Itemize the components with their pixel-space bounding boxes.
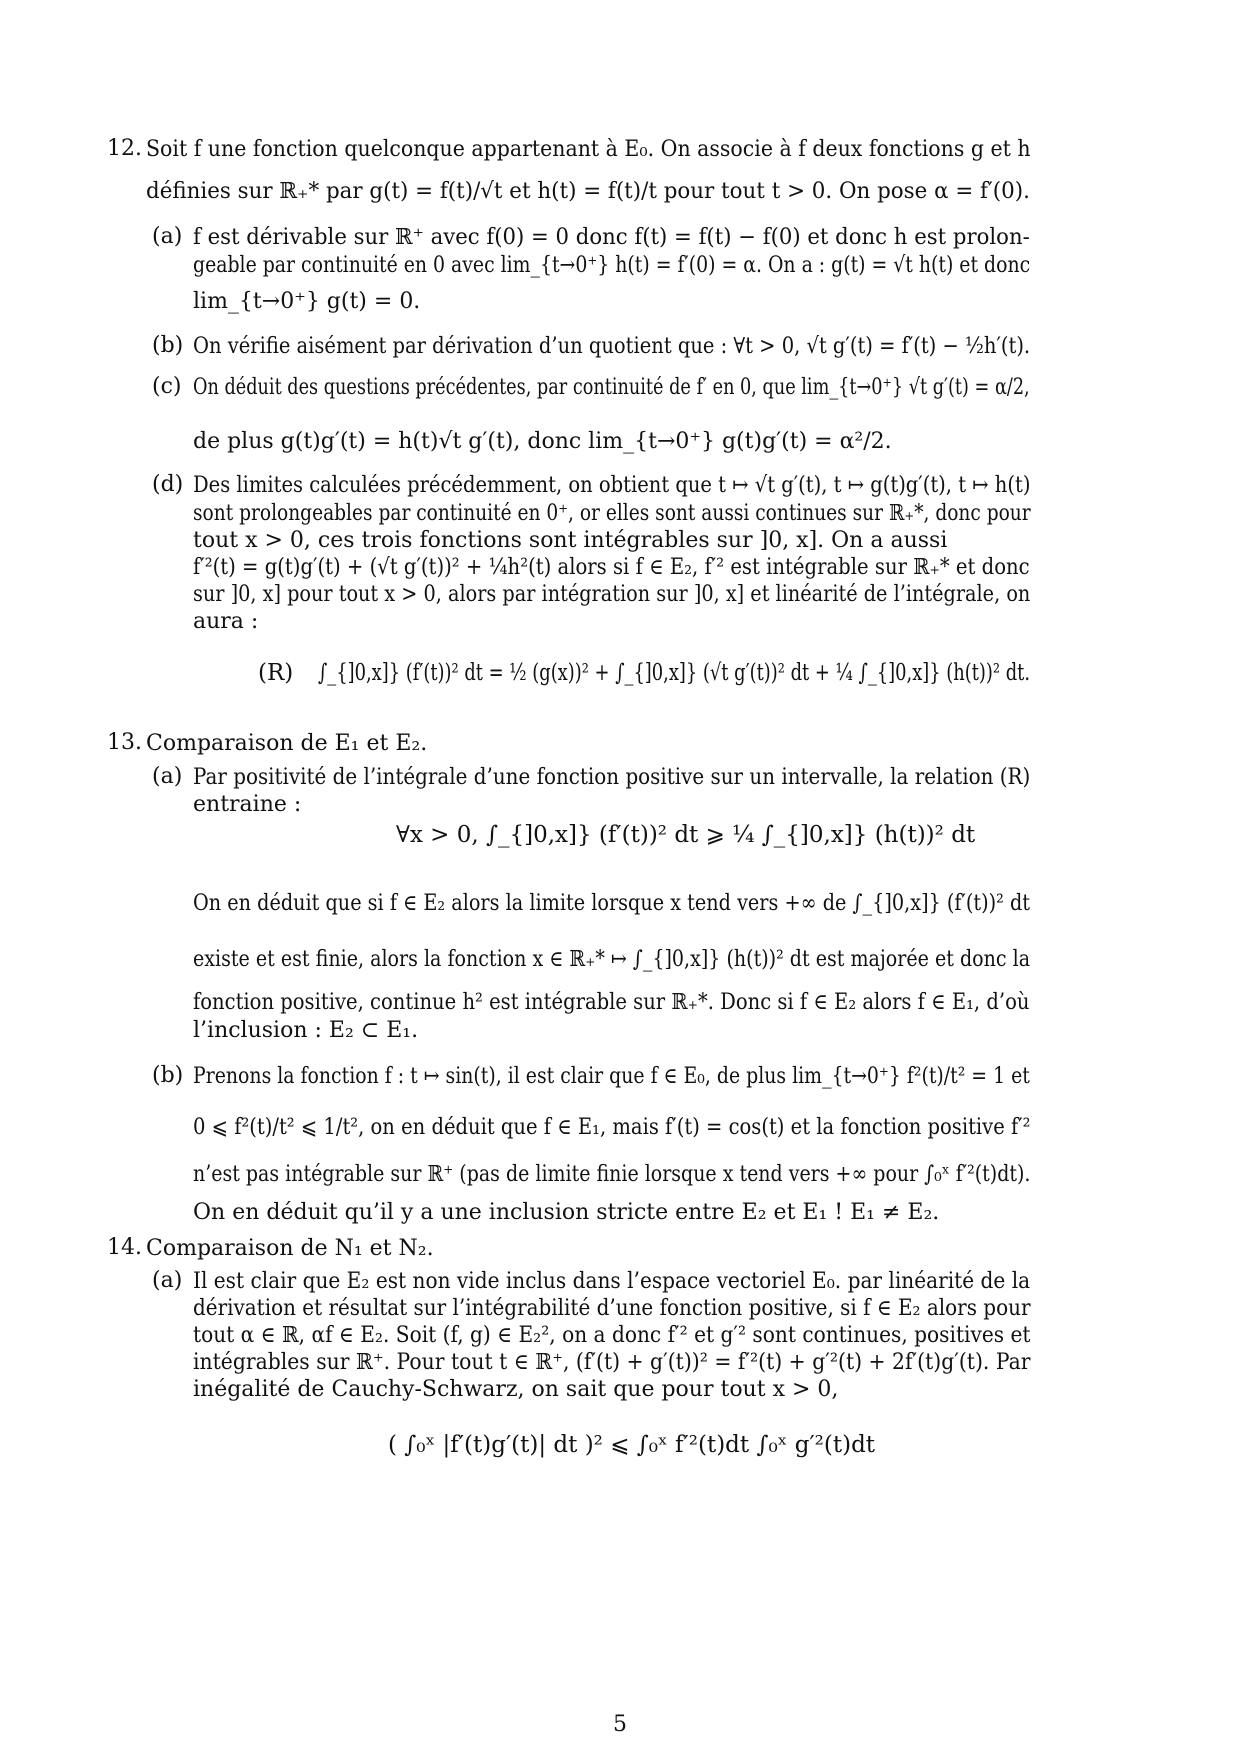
paragraph-line: l’inclusion : E₂ ⊂ E₁.: [193, 1018, 419, 1043]
paragraph-line: 0 ⩽ f²(t)/t² ⩽ 1/t², on en déduit que f ∈ E₁, mais f′(t) = cos(t) et la fonction positive f′²: [193, 1115, 1031, 1140]
paragraph-line: tout x > 0, ces trois fonctions sont intégrables sur ]0, x]. On a aussi: [193, 528, 948, 553]
question-title: Comparaison de N₁ et N₂.: [146, 1236, 434, 1261]
display-equation: ( ∫₀ˣ |f′(t)g′(t)| dt )² ⩽ ∫₀ˣ f′²(t)dt ∫₀ˣ g′²(t)dt: [388, 1432, 876, 1458]
paragraph-line: f′²(t) = g(t)g′(t) + (√t g′(t))² + ¼h²(t) alors si f ∈ E₂, f′² est intégrable sur ℝ₊* et donc: [193, 555, 1030, 580]
subquestion-label: (a): [152, 1268, 183, 1293]
paragraph-line: entraine :: [193, 792, 302, 817]
paragraph-line: inégalité de Cauchy-Schwarz, on sait que pour tout x > 0,: [193, 1377, 839, 1402]
paragraph-line: Soit f une fonction quelconque appartenant à E₀. On associe à f deux fonctions g et h: [146, 137, 1031, 162]
paragraph-line: f est dérivable sur ℝ⁺ avec f(0) = 0 donc f(t) = f(t) − f(0) et donc h est prolon-: [193, 225, 1030, 250]
paragraph-line: Prenons la fonction f : t ↦ sin(t), il est clair que f ∈ E₀, de plus lim_{t→0⁺} f²(t)/t² = 1 et: [193, 1064, 1030, 1089]
equation-label: (R): [258, 660, 294, 686]
subquestion-label: (b): [152, 333, 184, 358]
paragraph-line: On en déduit que si f ∈ E₂ alors la limite lorsque x tend vers +∞ de ∫_{]0,x]} (f′(t))² dt: [193, 891, 1030, 916]
question-title: Comparaison de E₁ et E₂.: [146, 731, 428, 756]
subquestion-label: (d): [152, 472, 184, 497]
question-number: 14.: [107, 1235, 142, 1260]
paragraph-line: existe et est finie, alors la fonction x ∈ ℝ₊* ↦ ∫_{]0,x]} (h(t))² dt est majorée et donc la: [193, 947, 1031, 972]
subquestion-label: (a): [152, 224, 183, 249]
paragraph-line: sur ]0, x] pour tout x > 0, alors par intégration sur ]0, x] et linéarité de l’intégrale, on: [193, 582, 1031, 607]
paragraph-line: de plus g(t)g′(t) = h(t)√t g′(t), donc lim_{t→0⁺} g(t)g′(t) = α²/2.: [193, 429, 892, 454]
paragraph-line: sont prolongeables par continuité en 0⁺, or elles sont aussi continues sur ℝ₊*, donc pour: [193, 501, 1031, 526]
paragraph-line: fonction positive, continue h² est intégrable sur ℝ₊*. Donc si f ∈ E₂ alors f ∈ E₁, d’où: [193, 990, 1030, 1015]
paragraph-line: définies sur ℝ₊* par g(t) = f(t)/√t et h(t) = f(t)/t pour tout t > 0. On pose α = f′(0).: [146, 179, 1030, 204]
page-number: 5: [613, 1712, 627, 1737]
paragraph-line: intégrables sur ℝ⁺. Pour tout t ∈ ℝ⁺, (f′(t) + g′(t))² = f′²(t) + g′²(t) + 2f′(t)g′(t). Par: [193, 1350, 1031, 1375]
paragraph-line: geable par continuité en 0 avec lim_{t→0⁺} h(t) = f′(0) = α. On a : g(t) = √t h(t) et donc: [193, 253, 1031, 278]
paragraph-line: On déduit des questions précédentes, par continuité de f′ en 0, que lim_{t→0⁺} √t g′(t) = α/2,: [193, 375, 1030, 400]
question-number: 13.: [107, 730, 142, 755]
display-equation: ∀x > 0, ∫_{]0,x]} (f′(t))² dt ⩾ ¼ ∫_{]0,x]} (h(t))² dt: [396, 822, 976, 848]
paragraph-line: On en déduit qu’il y a une inclusion stricte entre E₂ et E₁ ! E₁ ≠ E₂.: [193, 1200, 940, 1225]
paragraph-line: dérivation et résultat sur l’intégrabilité d’une fonction positive, si f ∈ E₂ alors pour: [193, 1296, 1031, 1321]
paragraph-line: Des limites calculées précédemment, on obtient que t ↦ √t g′(t), t ↦ g(t)g′(t), t ↦ h(t): [193, 473, 1031, 498]
paragraph-line: tout α ∈ ℝ, αf ∈ E₂. Soit (f, g) ∈ E₂², on a donc f′² et g′² sont continues, positives et: [193, 1323, 1031, 1348]
question-number: 12.: [107, 136, 142, 161]
subquestion-label: (a): [152, 764, 183, 789]
subquestion-label: (c): [152, 374, 182, 399]
paragraph-line: aura :: [193, 609, 259, 634]
subquestion-label: (b): [152, 1063, 184, 1088]
paragraph-line: Il est clair que E₂ est non vide inclus dans l’espace vectoriel E₀. par linéarité de la: [193, 1269, 1031, 1294]
paragraph-line: lim_{t→0⁺} g(t) = 0.: [193, 289, 421, 314]
display-equation: ∫_{]0,x]} (f′(t))² dt = ½ (g(x))² + ∫_{]0,x]} (√t g′(t))² dt + ¼ ∫_{]0,x]} (h(t))² dt.: [318, 660, 1031, 686]
paragraph-line: n’est pas intégrable sur ℝ⁺ (pas de limite finie lorsque x tend vers +∞ pour ∫₀ˣ f′²(t)dt).: [193, 1162, 1031, 1187]
paragraph-line: Par positivité de l’intégrale d’une fonction positive sur un intervalle, la relation (R): [193, 765, 1031, 790]
paragraph-line: On vérifie aisément par dérivation d’un quotient que : ∀t > 0, √t g′(t) = f′(t) − ½h′(t).: [193, 334, 1031, 359]
